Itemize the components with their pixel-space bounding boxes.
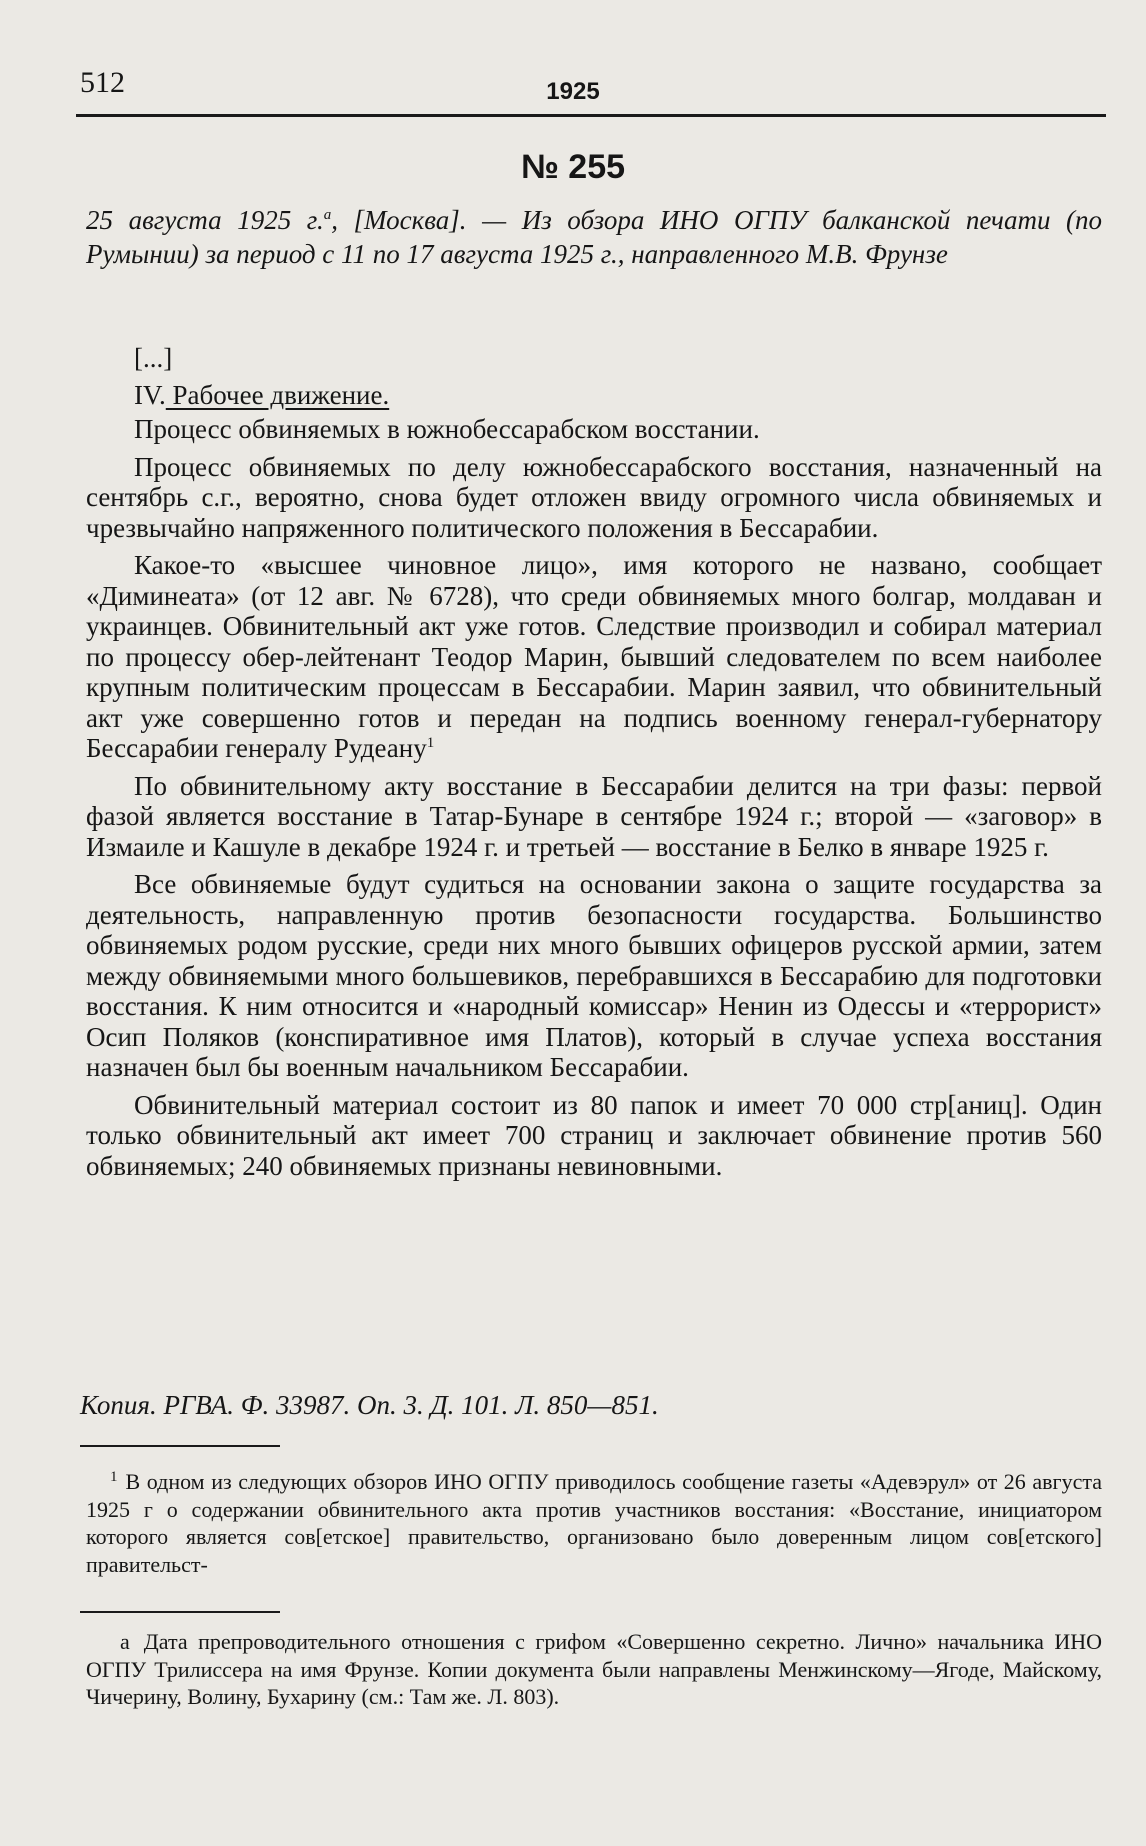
omission-mark: [...]: [134, 343, 173, 373]
section-heading: [134, 380, 389, 411]
section-number: IV.: [134, 380, 166, 410]
footnote-ref-marker: 1: [426, 735, 435, 751]
archival-source: Копия. РГВА. Ф. 33987. Оп. 3. Д. 101. Л. 850—851.: [80, 1390, 659, 1420]
footnote-1-text: В одном из следующих обзоров ИНО ОГПУ приводилось сообщение газеты «Адевэрул» от 26 августа 1925 г о содержании обвинительного акта против участников восстания: «Восстание, инициатором которого является сов[етское] правительство, организовано было доверенным лицом сов[етского] правительст-: [86, 1469, 1102, 1577]
heading-date: 25 августа 1925 г.: [86, 205, 324, 235]
header-rule: [76, 114, 1106, 117]
footnote-a-text: Дата препроводительного отношения с грифом «Совершенно секретно. Лично» начальника ИНО ОГПУ Трилиссера на имя Фрунзе. Копии документа были направлены Менжинскому—Ягоде, Майскому, Чичерину, Волину, Бухарину (см.: Там же. Л. 803).: [86, 1629, 1102, 1709]
paragraph: Какое-то «высшее чиновное лицо», имя которого не названо, сообщает «Диминеата» (от 12 авг. № 6728), что среди обвиняемых много болгар, молдаван и украинцев. Обвинительный акт уже готов. Следствие производил и собирал материал по процессу обер-лейтенант Теодор Марин, бывший следователем по всем наиболее крупным политическим процессам в Бессарабии. Марин заявил, что обвинительный акт уже совершенно готов и передан на подпись военному генерал-губернатору Бессарабии генералу Рудеану$^1$: [86, 550, 1102, 763]
heading-description: , [Москва]. — Из обзора ИНО ОГПУ балканской печати (по Румынии) за период с 11 по 17 августа 1925 г., направленного М.В. Фрунзе: [86, 205, 1102, 269]
page-number: 512: [80, 66, 125, 99]
section-title: Рабочее движение.: [172, 380, 390, 410]
paragraph: Процесс обвиняемых по делу южнобессарабского восстания, назначенный на сентябрь с.г., вероятно, снова будет отложен ввиду огромного числа обвиняемых и чрезвычайно напряженного политического положения в Бессарабии.: [86, 451, 1102, 543]
footnotes: [86, 1468, 1102, 1578]
running-head-year: 1925: [546, 78, 600, 105]
footnote-1-marker: 1: [110, 1468, 118, 1485]
document-body: [86, 414, 1102, 1181]
footnote-1: [86, 1468, 1102, 1578]
document-heading: [86, 203, 1102, 271]
footnote-rule: [80, 1611, 280, 1613]
document-number: № 255: [520, 148, 626, 186]
footnote-a-marker: а: [120, 1629, 130, 1654]
paragraph: Обвинительный материал состоит из 80 папок и имеет 70 000 стр[аниц]. Один только обвинительный акт имеет 700 страниц и заключает обвинение против 560 обвиняемых; 240 обвиняемых признаны невиновными.: [86, 1089, 1102, 1181]
heading-footnote-marker: а: [323, 207, 332, 223]
footnote-a: [86, 1628, 1102, 1711]
paragraph-subheading: Процесс обвиняемых в южнобессарабском восстании.: [134, 414, 760, 444]
paragraph: По обвинительному акту восстание в Бессарабии делится на три фазы: первой фазой является восстание в Татар-Бунаре в сентябре 1924 г.; второй — «заговор» в Измаиле и Кашуле в декабре 1924 г. и третьей — восстание в Белко в январе 1925 г.: [86, 770, 1102, 862]
paragraph: Все обвиняемые будут судиться на основании закона о защите государства за деятельность, направленную против безопасности государства. Большинство обвиняемых родом русские, среди них много бывших офицеров русской армии, затем между обвиняемыми много большевиков, перебравшихся в Бессарабию для подготовки восстания. К ним относится и «народный комиссар» Ненин из Одессы и «террорист» Осип Поляков (конспиративное имя Платов), который в случае успеха восстания назначен был бы военным начальником Бессарабии.: [86, 869, 1102, 1082]
footnote-rule: [80, 1445, 280, 1447]
